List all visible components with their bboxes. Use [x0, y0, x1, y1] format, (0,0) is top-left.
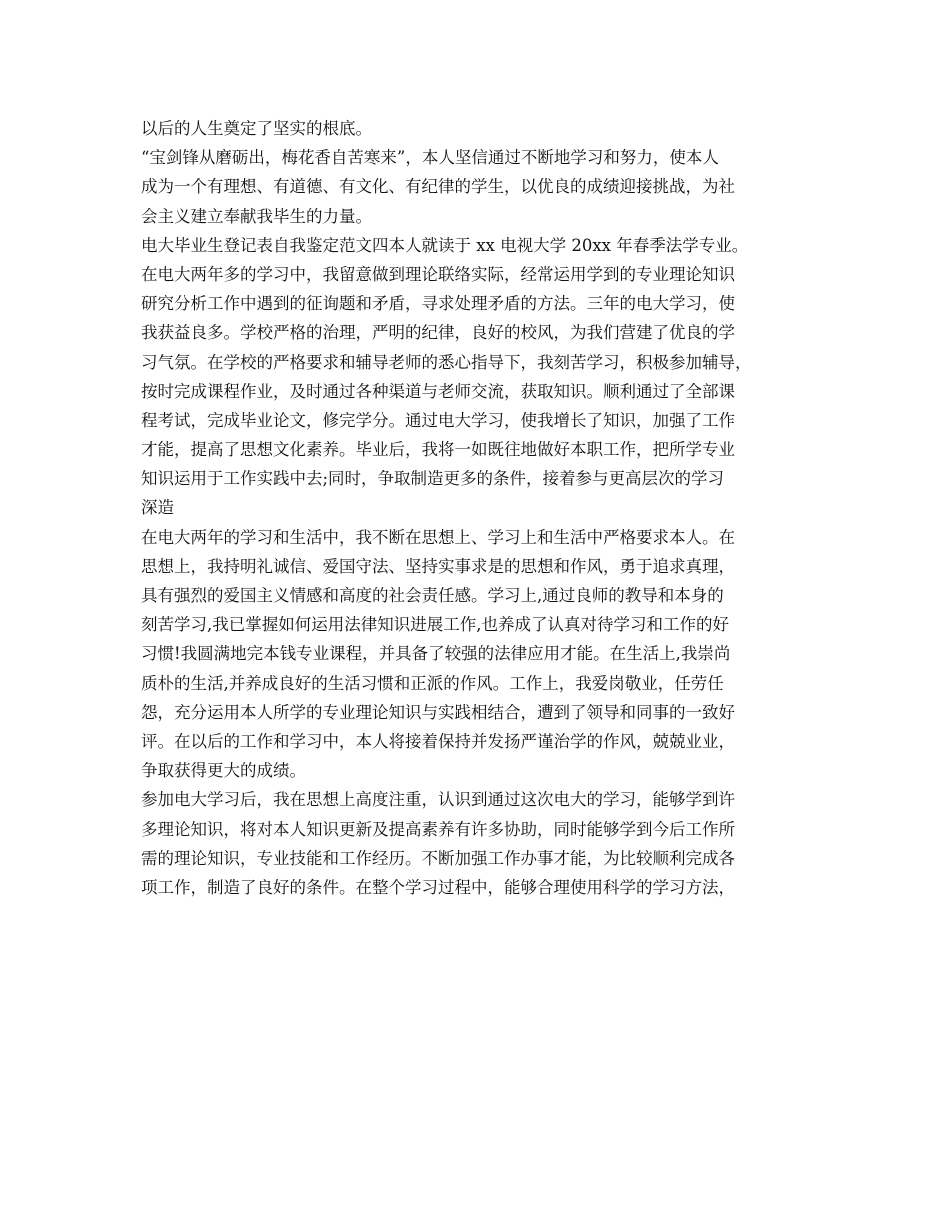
- text-line: 会主义建立奉献我毕生的力量。: [141, 206, 372, 226]
- text-line: 具有强烈的爱国主义情感和高度的社会责任感。学习上,通过良师的教导和本身的: [141, 586, 724, 605]
- text-line: 项工作，制造了良好的条件。在整个学习过程中，能够合理使用科学的学习方法，: [141, 877, 735, 897]
- text-line: 深造: [141, 498, 174, 518]
- text-line: 习气氛。在学校的严格要求和辅导老师的悉心指导下，我刻苦学习，积极参加辅导，: [141, 352, 752, 372]
- text-line: 电大毕业生登记表自我鉴定范文四本人就读于 xx 电视大学 20xx 年春季法学专业。: [141, 235, 749, 255]
- text-line: 怨，充分运用本人所学的专业理论知识与实践相结合，遭到了领导和同事的一致好: [141, 702, 735, 722]
- text-line: 参加电大学习后，我在思想上高度注重，认识到通过这次电大的学习，能够学到许: [141, 790, 735, 810]
- text-line: 才能，提高了思想文化素养。毕业后，我将一如既往地做好本职工作，把所学专业: [141, 440, 735, 460]
- text-line: 需的理论知识，专业技能和工作经历。不断加强工作办事才能，为比较顺利完成各: [141, 848, 735, 868]
- text-line: 成为一个有理想、有道德、有文化、有纪律的学生，以优良的成绩迎接挑战，为社: [141, 177, 735, 197]
- text-line: 评。在以后的工作和学习中，本人将接着保持并发扬严谨治学的作风，兢兢业业，: [141, 731, 735, 751]
- text-line: “宝剑锋从磨砺出，梅花香自苦寒来”，本人坚信通过不断地学习和努力，使本人: [141, 148, 719, 168]
- document-body: [141, 114, 821, 902]
- text-line: 在电大两年多的学习中，我留意做到理论联络实际，经常运用学到的专业理论知识: [141, 264, 735, 284]
- text-line: 思想上，我持明礼诚信、爱国守法、坚持实事求是的思想和作风，勇于追求真理，: [141, 556, 735, 576]
- text-line: 研究分析工作中遇到的征询题和矛盾，寻求处理矛盾的方法。三年的电大学习，使: [141, 294, 735, 314]
- text-line: 在电大两年的学习和生活中，我不断在思想上、学习上和生活中严格要求本人。在: [141, 527, 735, 547]
- text-line: 以后的人生奠定了坚实的根底。: [141, 119, 372, 138]
- text-line: 争取获得更大的成绩。: [141, 761, 306, 781]
- text-line: 知识运用于工作实践中去;同时，争取制造更多的条件，接着参与更高层次的学习: [141, 469, 725, 489]
- text-line: 我获益良多。学校严格的治理，严明的纪律，良好的校风，为我们营建了优良的学: [141, 323, 735, 343]
- text-line: 程考试，完成毕业论文，修完学分。通过电大学习，使我增长了知识，加强了工作: [141, 410, 735, 430]
- text-line: 按时完成课程作业，及时通过各种渠道与老师交流，获取知识。顺利通过了全部课: [141, 381, 735, 401]
- text-line: 质朴的生活,并养成良好的生活习惯和正派的作风。工作上，我爱岗敬业，任劳任: [141, 673, 724, 693]
- text-line: 刻苦学习,我已掌握如何运用法律知识进展工作,也养成了认真对待学习和工作的好: [141, 615, 729, 635]
- text-line: 习惯!我圆满地完本钱专业课程，并具备了较强的法律应用才能。在生活上,我崇尚: [141, 644, 731, 664]
- text-line: 多理论知识，将对本人知识更新及提高素养有许多协助，同时能够学到今后工作所: [141, 819, 735, 839]
